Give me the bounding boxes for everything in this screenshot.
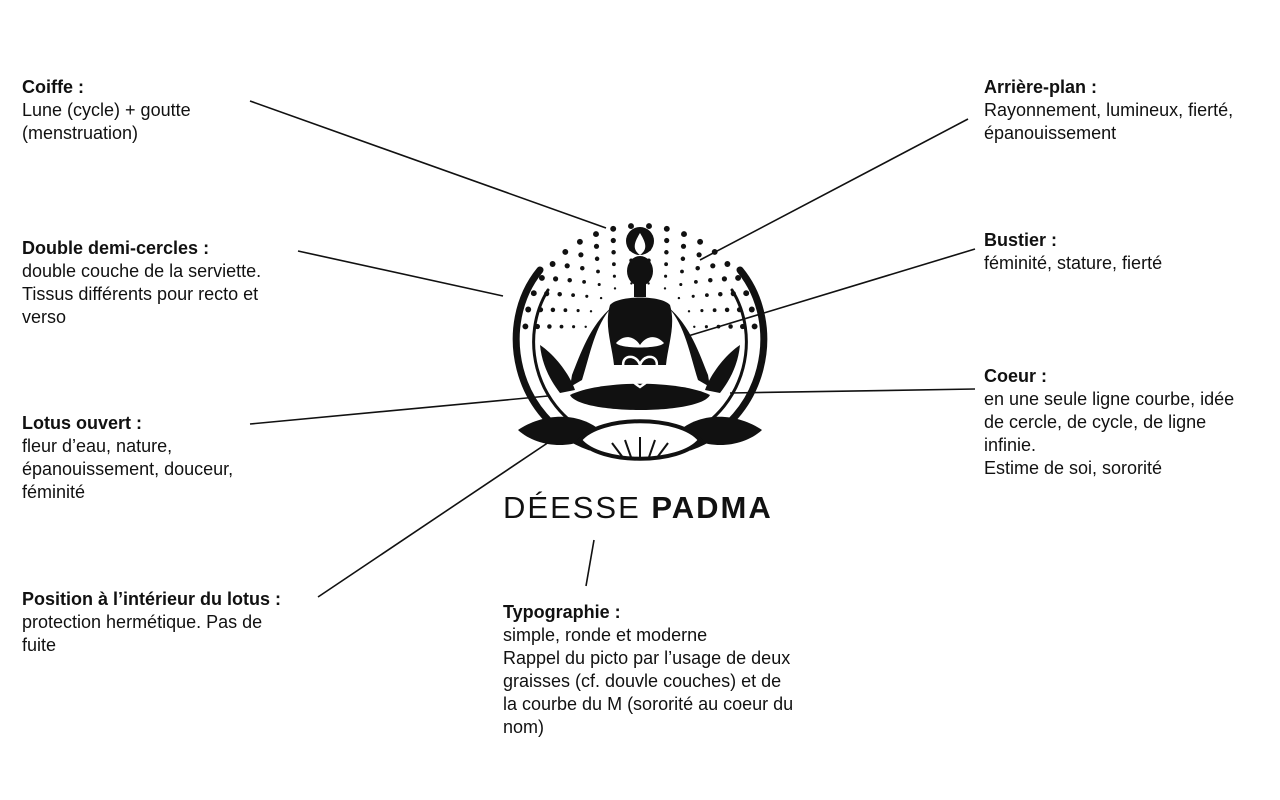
radiating-dot [577, 309, 580, 312]
radiating-dot [567, 278, 572, 283]
radiating-dot [697, 239, 703, 245]
annotation-bustier [984, 229, 1274, 275]
radiating-dot [612, 262, 616, 266]
annotation-text: protection hermétique. Pas de fuite [22, 612, 263, 655]
radiating-dot [565, 263, 570, 268]
annotation-lotus-ouvert [22, 412, 302, 504]
annotation-text: fleur d’eau, nature, épanouissement, douceur, féminité [22, 436, 234, 502]
radiating-dot [598, 283, 601, 286]
radiating-dot [681, 257, 686, 262]
radiating-dot [531, 290, 537, 296]
wordmark-light: DÉESSE [503, 490, 641, 525]
radiating-dot [725, 308, 730, 313]
annotation-title: Lotus ouvert : [22, 413, 142, 433]
radiating-dot [582, 280, 586, 284]
annotation-text: Rayonnement, lumineux, fierté, épanouissement [984, 100, 1234, 143]
radiating-dot [712, 249, 718, 255]
radiating-dot [550, 261, 556, 267]
annotation-title: Typographie : [503, 602, 621, 622]
leader-line-typo [586, 540, 594, 586]
radiating-dot [580, 266, 585, 271]
lotus-leaf-left [540, 345, 575, 393]
radiating-dot [664, 287, 666, 289]
radiating-dot [593, 231, 599, 237]
radiating-dot [585, 326, 587, 328]
radiating-dot [700, 309, 703, 312]
annotation-text: en une seule ligne courbe, idée de cercle, de cycle, de ligne infinie. Estime de soi, sororité [984, 389, 1235, 478]
wordmark-bold: PADMA [651, 490, 773, 525]
radiating-dot [710, 263, 715, 268]
radiating-dot [664, 250, 669, 255]
annotation-double-demi-cercles [22, 237, 322, 329]
goddess-figure [570, 227, 710, 410]
radiating-dot [722, 276, 727, 281]
radiating-dot [594, 244, 599, 249]
radiating-dot [564, 308, 568, 312]
annotation-text: simple, ronde et moderne Rappel du picto par l’usage de deux graisses (cf. douvle couches) et de la courbe du M (sororité au coeur du nom) [503, 625, 794, 737]
radiating-dot [692, 295, 695, 298]
brand-wordmark [503, 490, 783, 526]
radiating-dot [557, 292, 562, 297]
radiating-dot [693, 326, 695, 328]
radiating-dot [724, 261, 730, 267]
radiating-dot [613, 275, 616, 278]
radiating-dot [681, 231, 687, 237]
annotation-title: Arrière-plan : [984, 77, 1098, 97]
radiating-dot [679, 283, 682, 286]
annotation-arriere-plan [984, 76, 1274, 145]
radiating-dot [717, 325, 721, 329]
radiating-dot [553, 276, 558, 281]
annotation-title: Coiffe : [22, 77, 84, 97]
deesse-padma-logo [500, 215, 780, 475]
radiating-dot [688, 310, 690, 312]
radiating-dot [590, 310, 592, 312]
radiating-dot [743, 290, 749, 296]
radiating-dot [562, 249, 568, 255]
lotus-leaf-right [705, 345, 740, 393]
radiating-dot [697, 252, 702, 257]
radiating-dot [600, 297, 602, 299]
radiating-dot [522, 323, 528, 329]
annotation-title: Position à l’intérieur du lotus : [22, 589, 282, 609]
annotation-coeur [984, 365, 1276, 480]
radiating-dot [595, 257, 600, 262]
radiating-dot [728, 324, 733, 329]
radiating-dot [611, 238, 616, 243]
radiating-dot [718, 292, 723, 297]
radiating-dot [585, 295, 588, 298]
annotation-typographie [503, 601, 843, 739]
radiating-dot [664, 275, 667, 278]
radiating-dot [705, 325, 708, 328]
annotation-title: Double demi-cercles : [22, 238, 210, 258]
radiating-dot [525, 307, 531, 313]
annotation-coiffe [22, 76, 322, 145]
radiating-dot [713, 308, 717, 312]
radiating-dot [614, 287, 616, 289]
radiating-dot [628, 223, 634, 229]
radiating-dot [547, 324, 552, 329]
radiating-dot [646, 223, 652, 229]
leader-line-demi [298, 251, 503, 296]
radiating-dot [596, 270, 600, 274]
annotation-title: Bustier : [984, 230, 1058, 250]
radiating-dot [664, 238, 669, 243]
radiating-dot [681, 244, 686, 249]
annotation-text: double couche de la serviette. Tissus différents pour recto et verso [22, 261, 262, 327]
radiating-dot [560, 325, 564, 329]
annotation-text: féminité, stature, fierté [984, 253, 1163, 273]
radiating-dot [572, 325, 575, 328]
radiating-dot [749, 307, 755, 313]
annotation-title: Coeur : [984, 366, 1047, 386]
radiating-dot [752, 323, 758, 329]
radiating-dot [571, 293, 575, 297]
radiating-dot [577, 239, 583, 245]
radiating-dot [678, 297, 680, 299]
radiating-dot [694, 280, 698, 284]
radiating-dot [664, 226, 670, 232]
radiating-dot [695, 266, 700, 271]
radiating-dot [551, 308, 556, 313]
radiating-dot [680, 270, 684, 274]
radiating-dot [705, 293, 709, 297]
radiating-dot [610, 226, 616, 232]
radiating-dot [708, 278, 713, 283]
radiating-dot [664, 262, 668, 266]
annotation-text: Lune (cycle) + goutte (menstruation) [22, 100, 191, 143]
annotation-position [22, 588, 322, 657]
radiating-dot [578, 252, 583, 257]
radiating-dot [611, 250, 616, 255]
